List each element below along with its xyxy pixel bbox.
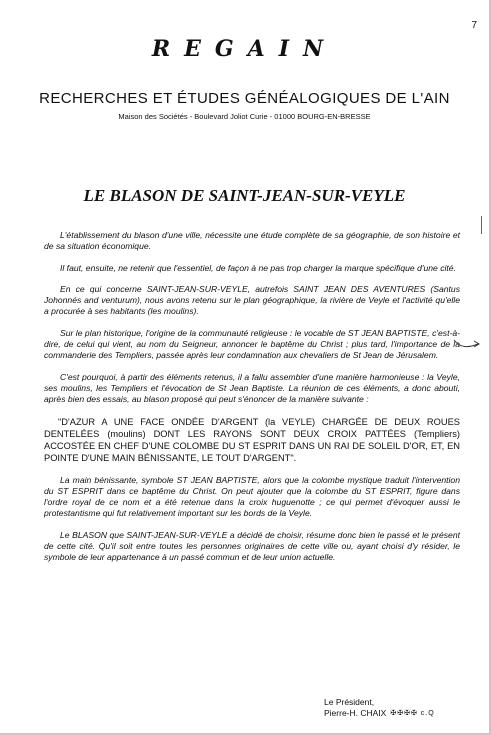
- organization-address: Maison des Sociétés - Boulevard Joliot Curie - 01000 BOURG-EN-BRESSE: [118, 112, 371, 121]
- paragraph-2: Il faut, ensuite, ne retenir que l'essentiel, de façon à ne pas trop charger la marque spécifique d'une cité.: [60, 262, 456, 273]
- document-title: LE BLASON DE SAINT-JEAN-SUR-VEYLE: [83, 186, 406, 205]
- document-body: [44, 230, 460, 574]
- signature-name: Pierre-H. CHAIX: [324, 708, 387, 718]
- regain-logo: REGAIN: [151, 36, 338, 62]
- paragraph-5: C'est pourquoi, à partir des éléments retenus, il a fallu assembler d'une manière harmonieuse : la Veyle, ses moulins, les Templiers et l'évocation de St Jean Baptiste. La réunion de ces éléments, a donc abouti, après bien des essais, au blason proposé qui peut s'énoncer de la manière suivante :: [44, 371, 460, 405]
- organization-title: RECHERCHES ET ÉTUDES GÉNÉALOGIQUES DE L'AIN: [39, 90, 450, 107]
- paragraph-1: L'établissement du blason d'une ville, nécessite une étude complète de sa géographie, de son histoire et de sa situation économique.: [44, 230, 460, 252]
- blazon-quote: "D'AZUR A UNE FACE ONDÉE D'ARGENT (la VEYLE) CHARGÉE DE DEUX ROUES DENTELÉES (moulins) DONT LES RAYONS SONT DEUX CROIX PATTÉES (Templiers) ACCOSTÉE EN CHEF D'UNE COLOMBE DU ST ESPRIT DANS UN RAI DE SOLEIL D'OR, ET, EN POINTE D'UNE MAIN BÉNISSANTE, LE TOUT D'ARGENT".: [44, 416, 460, 463]
- signature-marks: ✠✠✠✠ c.Q: [390, 710, 435, 717]
- paragraph-8: Le BLASON que SAINT-JEAN-SUR-VEYLE a décidé de choisir, résume donc bien le passé et le présent de cette cité. Qu'il soit entre toutes les personnes originaires de cette ville ou, ayant choisi d'y résider, le symbole de leur appartenance à un passé commun et de leur union actuelle.: [44, 529, 460, 563]
- margin-mark: [481, 216, 486, 234]
- signature-title: Le Président,: [324, 697, 375, 707]
- paragraph-3: En ce qui concerne SAINT-JEAN-SUR-VEYLE, autrefois SAINT JEAN DES AVENTURES (Santus Johonnés and venturum), nous avons retenu sur le plan géographique, la rivière de Veyle et l'activité qu'elle a procurée à ses habitants (les moulins).: [44, 283, 460, 317]
- page-number: 7: [471, 20, 477, 31]
- signature-line: [324, 708, 435, 719]
- paragraph-4: Sur le plan historique, l'origine de la communauté religieuse : le vocable de ST JEAN BAPTISTE, c'est-à-dire, de celui qui vient, au nom du Seigneur, annoncer le baptême du Christ ; plus tard, l'importance de la commanderie des Templiers, passée après leur condamnation aux chevaliers de St Jean de Jérusalem.: [44, 327, 460, 361]
- handwritten-scribble-icon: [452, 336, 482, 352]
- paragraph-7: La main bénissante, symbole ST JEAN BAPTISTE, alors que la colombe mystique traduit l'intervention du ST ESPRIT dans ce baptême du Christ. On peut ajouter que la colombe du ST ESPRIT, figure dans l'ordre royal de ce nom et a été retenue dans la croix huguenotte ; ce qui permet d'évoquer aussi le protestantisme qui fut relativement important sur les bords de la Veyle.: [44, 474, 460, 519]
- signature-block: [324, 697, 435, 719]
